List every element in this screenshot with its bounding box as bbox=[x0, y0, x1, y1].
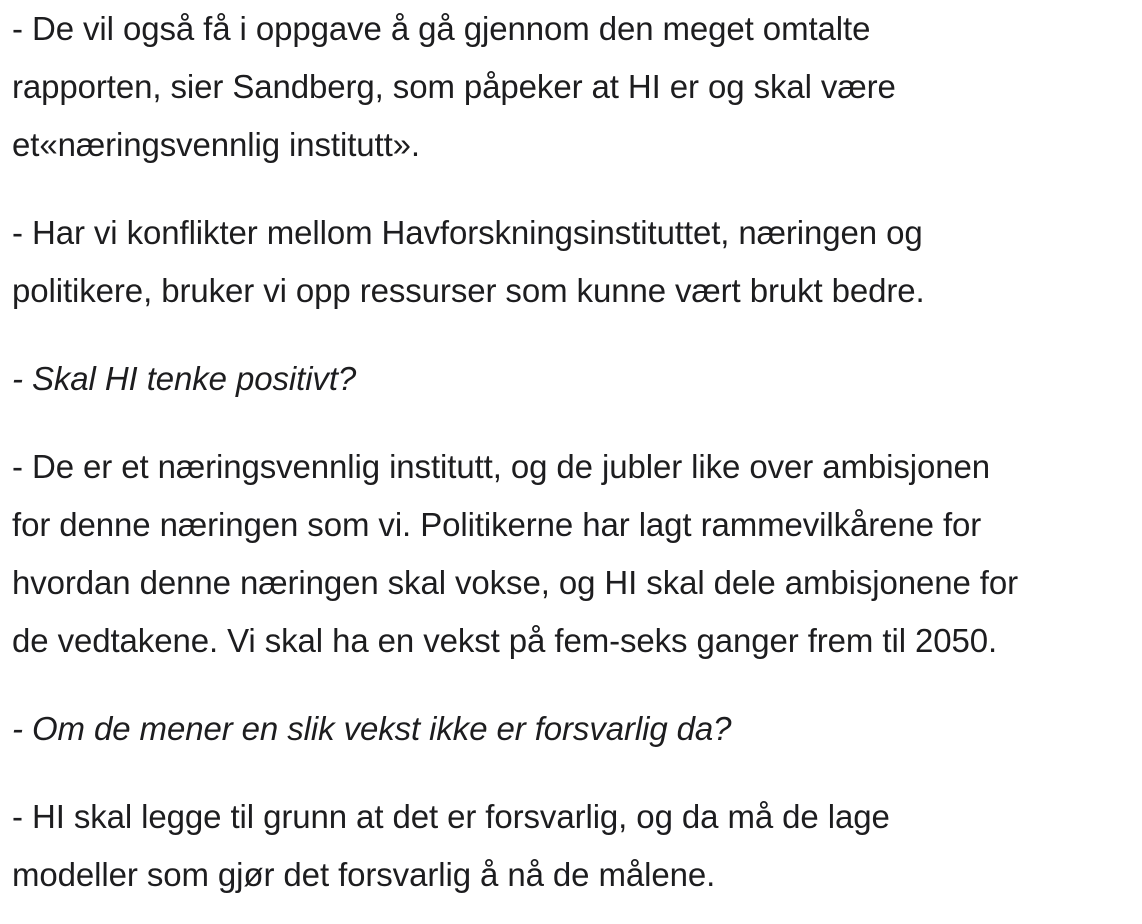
text-line: - HI skal legge til grunn at det er forsvarlig, og da må de lage bbox=[12, 798, 890, 835]
text-line: - Skal HI tenke positivt? bbox=[12, 360, 357, 397]
paragraph-gap bbox=[12, 758, 1136, 788]
text-line: politikere, bruker vi opp ressurser som kunne vært brukt bedre. bbox=[12, 272, 925, 309]
paragraph-question-1 bbox=[12, 350, 1136, 408]
paragraph-question-2 bbox=[12, 700, 1136, 758]
text-line: for denne næringen som vi. Politikerne har lagt rammevilkårene for bbox=[12, 506, 982, 543]
text-line: et«næringsvennlig institutt». bbox=[12, 126, 421, 163]
article-body bbox=[12, 0, 1136, 904]
paragraph-answer-3 bbox=[12, 438, 1136, 670]
text-line: modeller som gjør det forsvarlig å nå de målene. bbox=[12, 856, 716, 893]
text-line: - Har vi konflikter mellom Havforskningsinstituttet, næringen og bbox=[12, 214, 923, 251]
paragraph-gap bbox=[12, 174, 1136, 204]
paragraph-answer-4 bbox=[12, 788, 1136, 904]
paragraph-gap bbox=[12, 408, 1136, 438]
text-line: - De vil også få i oppgave å gå gjennom den meget omtalte bbox=[12, 10, 871, 47]
text-line: de vedtakene. Vi skal ha en vekst på fem-seks ganger frem til 2050. bbox=[12, 622, 998, 659]
text-line: - De er et næringsvennlig institutt, og de jubler like over ambisjonen bbox=[12, 448, 991, 485]
paragraph-gap bbox=[12, 320, 1136, 350]
text-line: hvordan denne næringen skal vokse, og HI skal dele ambisjonene for bbox=[12, 564, 1019, 601]
text-line: rapporten, sier Sandberg, som påpeker at HI er og skal være bbox=[12, 68, 896, 105]
paragraph-gap bbox=[12, 670, 1136, 700]
paragraph-answer-1 bbox=[12, 0, 1136, 174]
paragraph-answer-2 bbox=[12, 204, 1136, 320]
text-line: - Om de mener en slik vekst ikke er forsvarlig da? bbox=[12, 710, 732, 747]
